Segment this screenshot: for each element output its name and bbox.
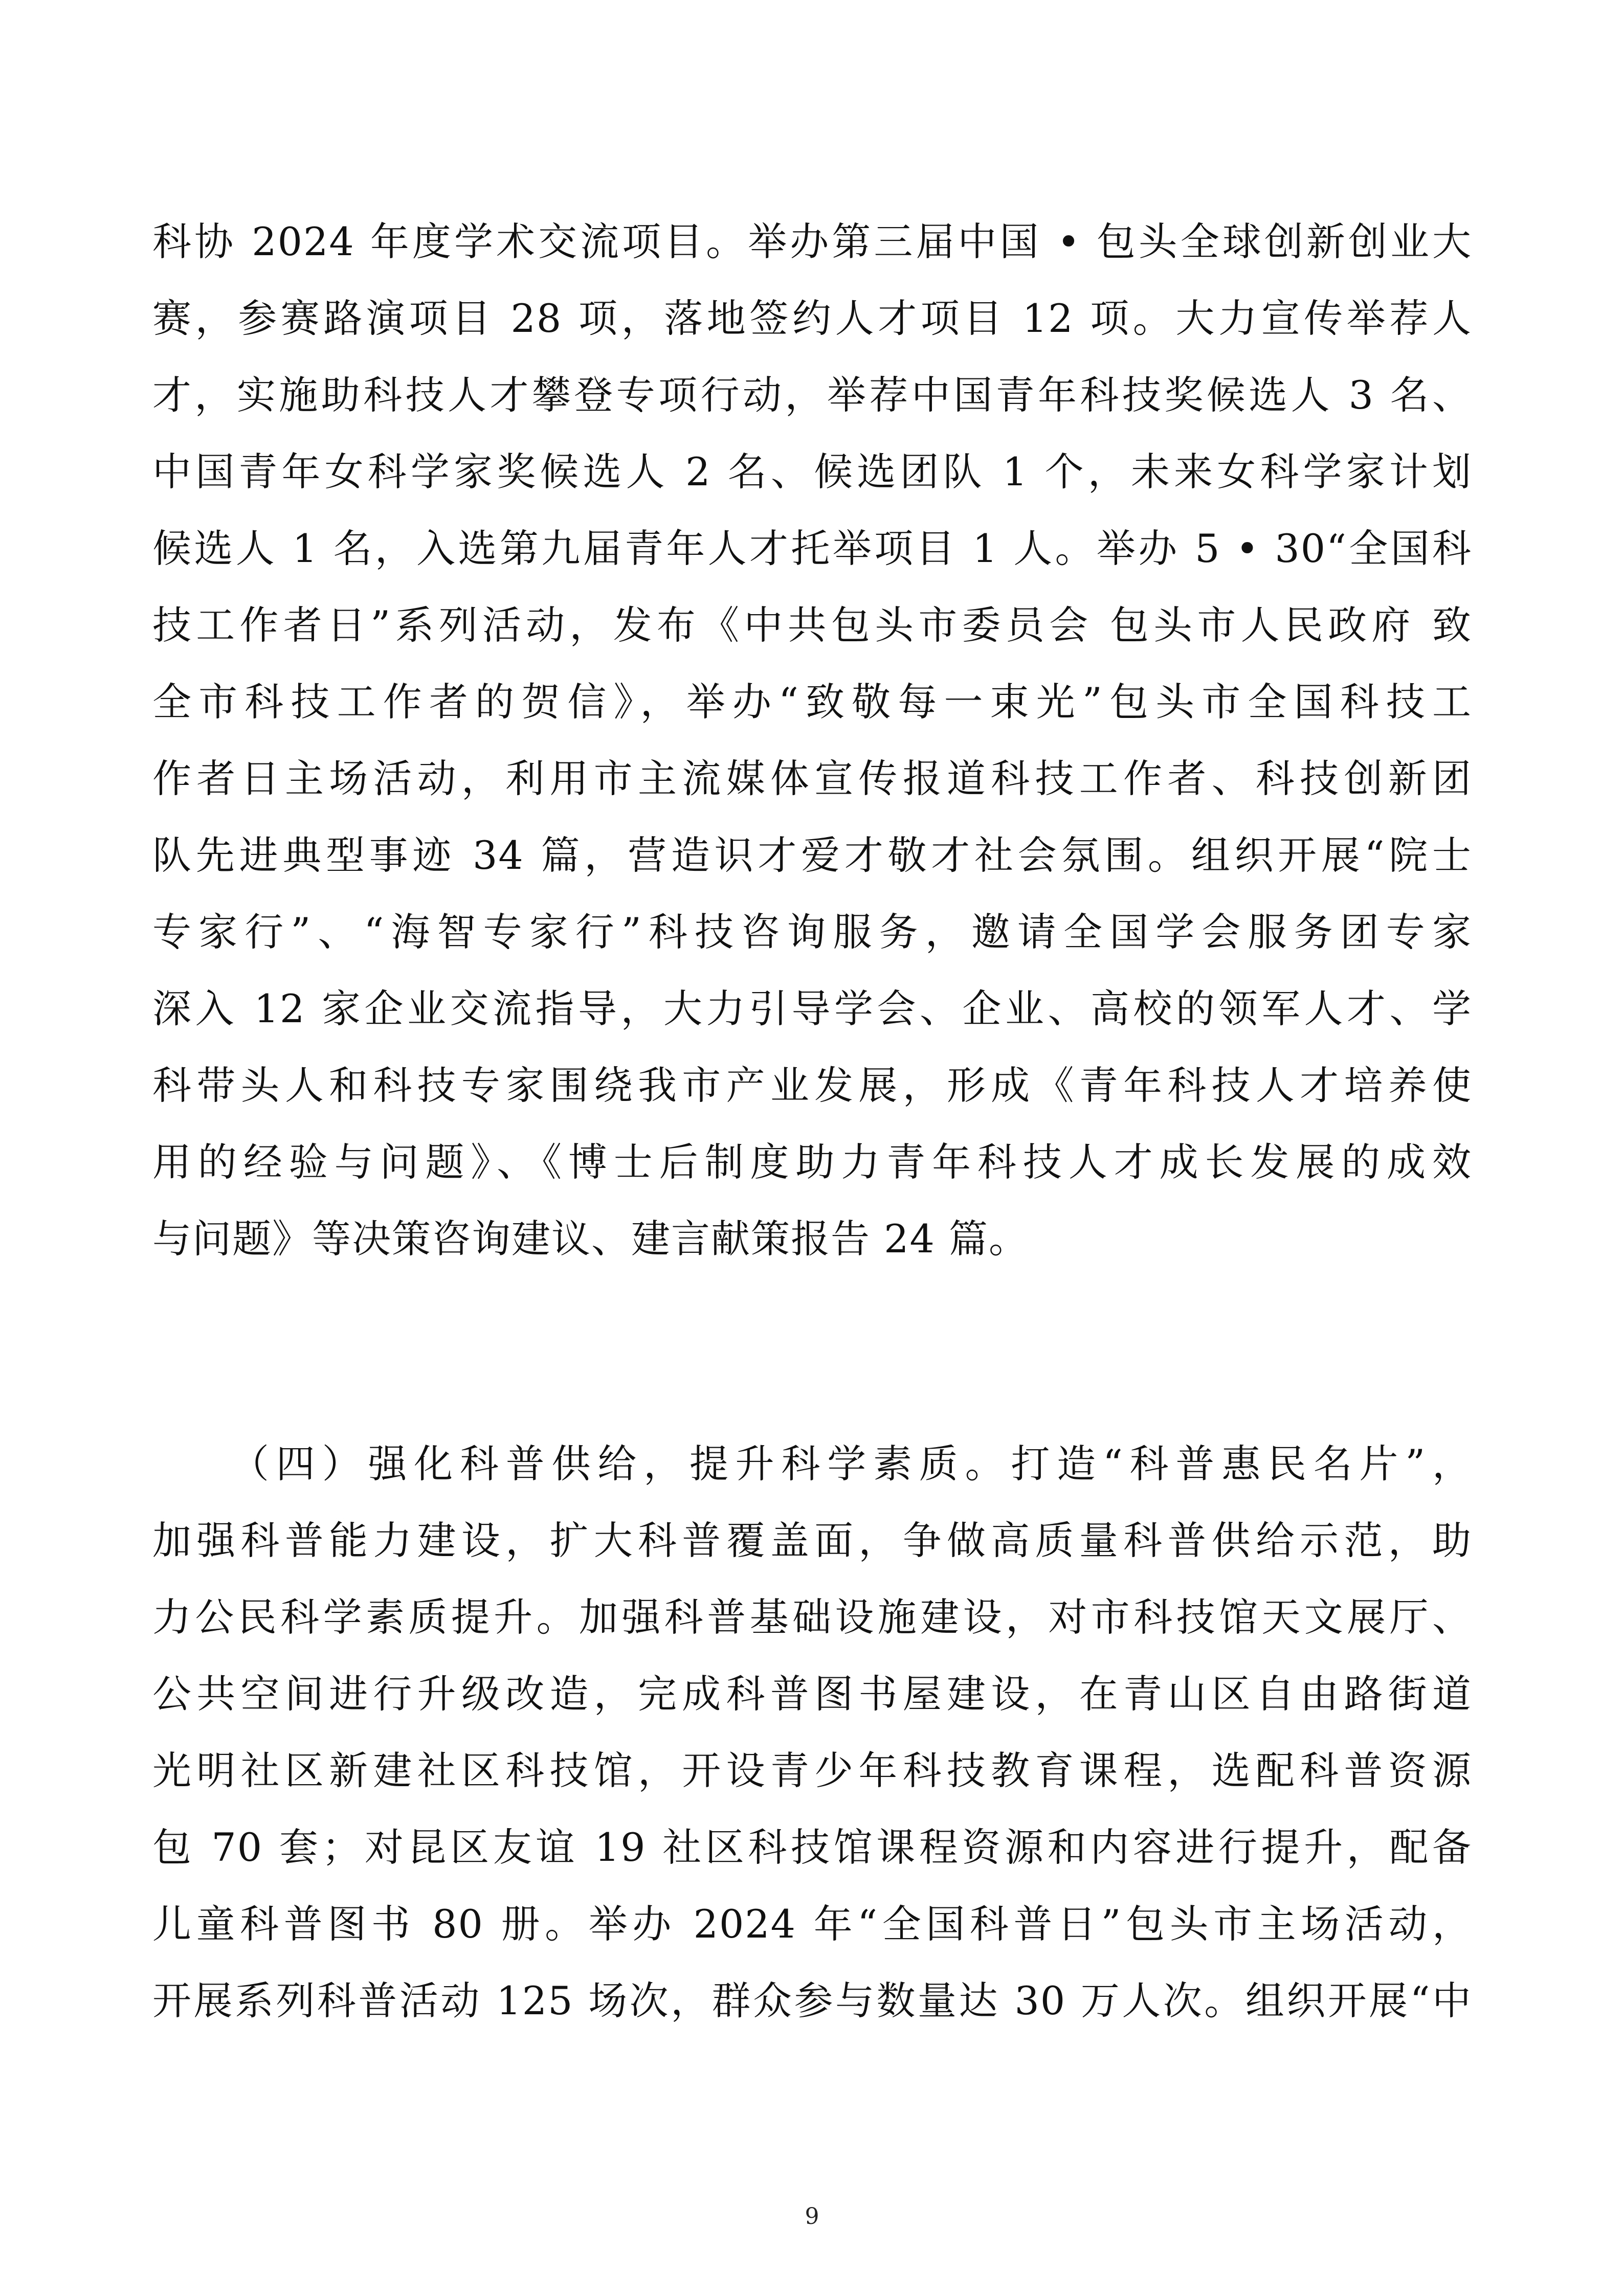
text-line: 全市科技工作者的贺信》，举办“致敬每一束光”包头市全国科技工 [152,679,1472,725]
page-number: 9 [805,2203,819,2230]
text-line: 中国青年女科学家奖候选人 2 名、候选团队 1 个，未来女科学家计划 [152,449,1472,494]
text-line: 科带头人和科技专家围绕我市产业发展，形成《青年科技人才培养使 [152,1063,1472,1108]
text-line: 才，实施助科技人才攀登专项行动，举荐中国青年科技奖候选人 3 名、 [152,372,1472,418]
text-line: 力公民科学素质提升。加强科普基础设施建设，对市科技馆天文展厅、 [152,1594,1472,1640]
text-line: 候选人 1 名，入选第九届青年人才托举项目 1 人。举办 5 • 30“全国科 [152,526,1472,571]
text-line: 赛，参赛路演项目 28 项，落地签约人才项目 12 项。大力宣传举荐人 [152,296,1472,341]
text-line: 用的经验与问题》、《博士后制度助力青年科技人才成长发展的成效 [152,1139,1472,1185]
text-line: 公共空间进行升级改造，完成科普图书屋建设，在青山区自由路街道 [152,1671,1472,1717]
text-line: 开展系列科普活动 125 场次，群众参与数量达 30 万人次。组织开展“中 [152,1978,1472,2023]
text-line: 科协 2024 年度学术交流项目。举办第三届中国 • 包头全球创新创业大 [152,219,1472,264]
text-line: 专家行”、“海智专家行”科技咨询服务，邀请全国学会服务团专家 [152,909,1472,955]
text-line: 加强科普能力建设，扩大科普覆盖面，争做高质量科普供给示范，助 [152,1518,1472,1563]
text-line: 光明社区新建社区科技馆，开设青少年科技教育课程，选配科普资源 [152,1748,1472,1793]
text-line: 作者日主场活动，利用市主流媒体宣传报道科技工作者、科技创新团 [152,756,1472,801]
text-line: 与问题》等决策咨询建议、建言献策报告 24 篇。 [152,1216,1029,1262]
text-line: 包 70 套；对昆区友谊 19 社区科技馆课程资源和内容进行提升，配备 [152,1825,1472,1870]
text-line: 技工作者日”系列活动，发布《中共包头市委员会 包头市人民政府 致 [152,602,1472,648]
text-line: 儿童科普图书 80 册。举办 2024 年“全国科普日”包头市主场活动， [152,1901,1472,1947]
paragraph-science-popularization [152,1426,1472,2039]
paragraph-talent-promotion [152,204,1472,1277]
section-heading-line: （四）强化科普供给，提升科学素质。打造“科普惠民名片”， [230,1441,1472,1487]
text-line: 队先进典型事迹 34 篇，营造识才爱才敬才社会氛围。组织开展“院士 [152,832,1472,878]
text-line: 深入 12 家企业交流指导，大力引导学会、企业、高校的领军人才、学 [152,986,1472,1031]
